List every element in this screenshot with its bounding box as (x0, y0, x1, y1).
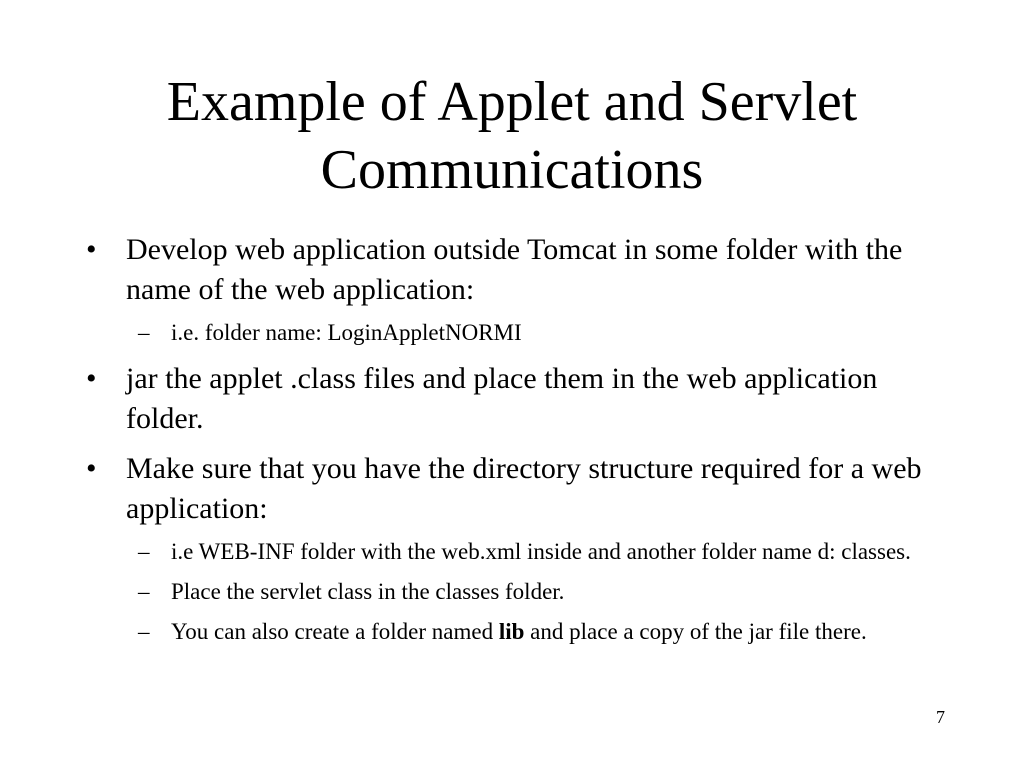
bullet-text: Make sure that you have the directory structure required for a web application: (126, 452, 922, 525)
sub-bullet-item (86, 535, 926, 568)
sub-bullet-item (86, 575, 926, 608)
bullet-text: jar the applet .class files and place them in the web application folder. (126, 362, 878, 435)
bullet-marker: • (86, 452, 97, 485)
slide-title-line-1: Example of Applet and Servlet (166, 71, 858, 133)
slide-body (86, 230, 926, 655)
bullet-marker: • (86, 233, 97, 266)
bullet-text: Develop web application outside Tomcat in some folder with the name of the web application: (126, 233, 903, 306)
sub-bullet-item (86, 316, 926, 349)
sub-bullet-bold-term: lib (498, 619, 525, 644)
slide-title (60, 68, 964, 204)
sub-bullet-marker: – (138, 320, 150, 345)
bullet-item (86, 359, 926, 439)
sub-bullet-marker: – (138, 579, 150, 604)
sub-bullet-item (86, 615, 926, 648)
sub-bullet-text-before: You can also create a folder named (171, 619, 499, 644)
sub-bullet-text-after: and place a copy of the jar file there. (524, 619, 867, 644)
sub-bullet-text: i.e WEB-INF folder with the web.xml inside and another folder name d: classes. (171, 539, 911, 564)
bullet-item (86, 449, 926, 529)
sub-bullet-marker: – (138, 539, 150, 564)
sub-bullet-text: i.e. folder name: LoginAppletNORMI (171, 320, 522, 345)
sub-bullet-text: Place the servlet class in the classes folder. (171, 579, 565, 604)
bullet-marker: • (86, 362, 97, 395)
page-number: 7 (936, 707, 945, 727)
sub-bullet-marker: – (138, 619, 150, 644)
sub-bullet-text (171, 619, 867, 644)
bullet-item (86, 230, 926, 310)
slide-title-line-2: Communications (320, 139, 704, 201)
